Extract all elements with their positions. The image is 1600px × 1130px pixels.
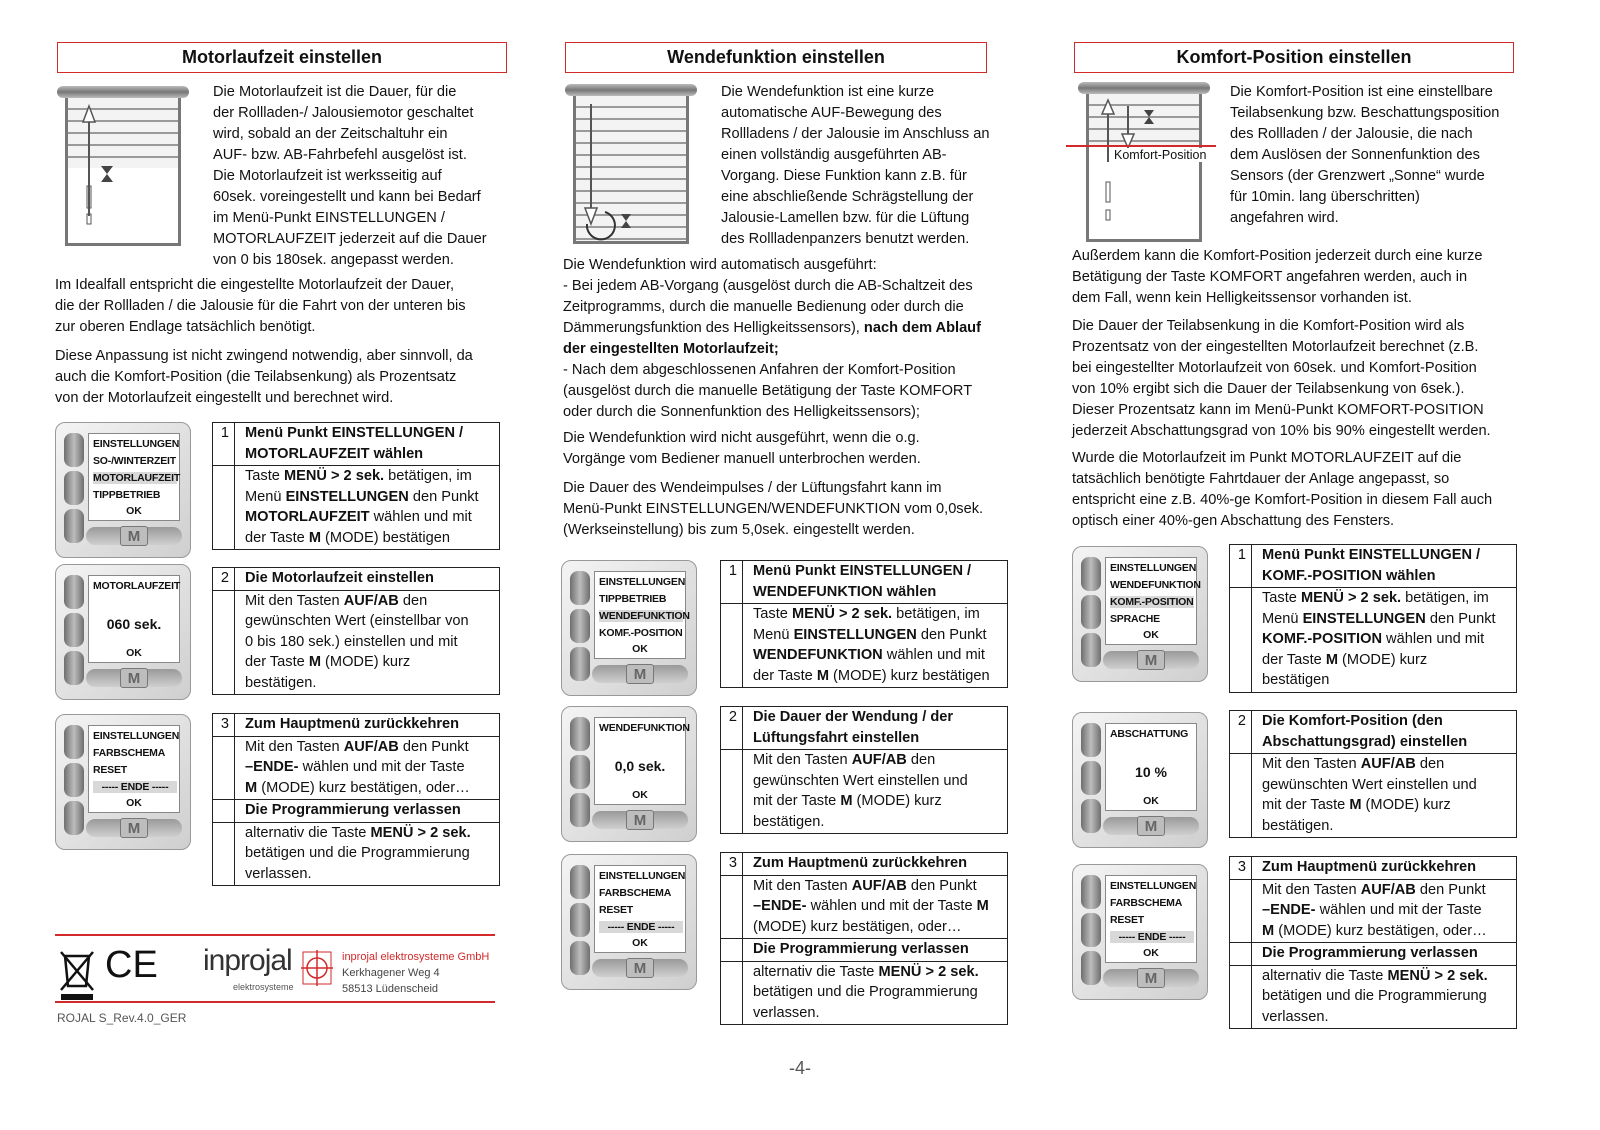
screen-ok: OK [126, 505, 142, 517]
blind-illustration [1078, 82, 1218, 246]
paragraph: Die Wendefunktion wird nicht ausgeführt, wenn die o.g. Vorgänge vom Bediener manuell unterbrochen werden. [563, 430, 921, 467]
blind-illustration [565, 84, 705, 248]
screen-line-selected: KOMF.-POSITION [1110, 596, 1194, 608]
up-arrow-icon [57, 86, 197, 250]
screen-value: 060 sek. [106, 616, 162, 632]
paragraph: Die Dauer der Teilabsenkung in die Komfort-Position wird als Prozentsatz von der eingestellten Motorlaufzeit berechnet (z.B. bei eingestellter Motorlaufzeit von 60sek. und Komfort-Position von 10% ergibt sich die Dauer der Teilabsenkung von 6sek.). Dieser Prozentsatz kann im Menü-Punkt KOMFORT-POSITION jederzeit Abschattungsgrad von 10% bis 90% eingestellt werden. [1072, 318, 1491, 439]
intro-text: Die Komfort-Position ist eine einstellbare Teilabsenkung bzw. Beschattungsposition des Rollladen / der Jalousie, die nach dem Auslösen der Sonnenfunktion des Sensors (der Grenzwert „Sonne“ wurde für 10min. lang überschritten) angefahren wird. [1230, 84, 1500, 226]
crosshair-logo-icon [300, 948, 334, 988]
step-number: 1 [213, 423, 235, 465]
paragraph: Die Wendefunktion wird automatisch ausgeführt: - Bei jedem AB-Vorgang (ausgelöst durch die AB-Schaltzeit des Zeitprogramms, durch die manuelle Bedienung oder durch die Dämmerungsfunktion des Helligkeitssensors), nach dem Ablauf der eingestellten Motorlaufzeit; - Nach dem abgeschlossenen Anfahren der Komfort-Position (ausgelöst durch die manuelle Betätigung der Taste KOMFORT oder durch die Sonnenfunktion des Helligkeitssensors); [563, 257, 981, 420]
step-1-table: 1 Menü Punkt EINSTELLUNGEN / WENDEFUNKTION wählen Taste MENÜ > 2 sek. betätigen, im Menü EINSTELLUNGEN den Punkt WENDEFUNKTION wählen und mit der Taste M (MODE) kurz bestätigen [720, 560, 1008, 688]
paragraph: Die Dauer des Wendeimpulses / der Lüftungsfahrt kann im Menü-Punkt EINSTELLUNGEN/WENDEFUNKTION vom 0,0sek. (Werkseinstellung) bis zum 5,0sek. eingestellt werden. [563, 480, 984, 538]
device-display [55, 422, 191, 558]
screen-value: 10 % [1135, 764, 1167, 780]
illustration-label: Komfort-Position [1114, 148, 1207, 162]
up-key [64, 433, 84, 467]
step-3-table: 3 Zum Hauptmenü zurückkehren Mit den Tasten AUF/AB den Punkt –ENDE- wählen und mit der Taste M (MODE) kurz bestätigen, oder… Die Programmierung verlassen alternativ die Taste MENÜ > 2 sek. betätigen und die Programmierung verlassen. [720, 852, 1008, 1025]
mode-key: M [626, 810, 654, 830]
mode-key: M [120, 668, 148, 688]
company-address: inprojal elektrosysteme GmbH Kerkhagener Weg 4 58513 Lüdenscheid [342, 951, 490, 995]
device-display: EINSTELLUNGEN FARBSCHEMA RESET ----- ENDE ----- OK M [55, 714, 191, 850]
intro-text: Die Motorlaufzeit ist die Dauer, für die der Rollladen-/ Jalousiemotor geschaltet wird, sobald an der Zeitschaltuhr ein AUF- bzw. AB-Fahrbefehl ausgelöst ist. Die Motorlaufzeit ist werksseitig auf 60sek. voreingestellt und kann bei Bedarf im Menü-Punkt EINSTELLUNGEN / MOTORLAUFZEIT jederzeit auf die Dauer von 0 bis 180sek. angepasst werden. [213, 84, 487, 268]
down-arrow-icon [565, 84, 705, 248]
blind-illustration [57, 86, 197, 250]
weee-bin-icon [57, 946, 97, 1002]
document-reference: ROJAL S_Rev.4.0_GER [57, 1011, 187, 1025]
intro-text: Die Wendefunktion ist eine kurze automatische AUF-Bewegung des Rollladens / der Jalousie im Anschluss an einen vollständig ausgeführten AB- Vorgang. Diese Funktion kann z.B. für eine abschließende Schrägstellung der Jalousie-Lamellen bzw. für die Lüftung des Rollladenpanzers benutzt werden. [721, 84, 990, 247]
section-title: Motorlaufzeit einstellen [57, 42, 507, 73]
screen-line-selected: ----- ENDE ----- [93, 781, 177, 793]
step-2-table: 2 Die Komfort-Position (den Abschattungsgrad) einstellen Mit den Tasten AUF/AB den gewünschten Wert einstellen und mit der Taste M (MODE) kurz bestätigen. [1229, 710, 1517, 838]
paragraph: Diese Anpassung ist nicht zwingend notwendig, aber sinnvoll, da auch die Komfort-Position (die Teilabsenkung) als Prozentsatz von der Motorlaufzeit eingestellt und berechnet wird. [55, 348, 473, 406]
step-3-table: 3 Zum Hauptmenü zurückkehren Mit den Tasten AUF/AB den Punkt –ENDE- wählen und mit der Taste M (MODE) kurz bestätigen, oder… Die Programmierung verlassen alternativ die Taste MENÜ > 2 sek. betätigen und die Programmierung verlassen. [212, 713, 500, 886]
screen-title: MOTORLAUFZEIT [93, 580, 181, 592]
device-display: WENDEFUNKTION 0,0 sek. OK M [561, 706, 697, 842]
column-komfort-position [1072, 0, 1532, 1130]
section-title: Komfort-Position einstellen [1074, 42, 1514, 73]
mode-key: M [626, 664, 654, 684]
down-key [64, 509, 84, 543]
device-display: EINSTELLUNGEN TIPPBETRIEB WENDEFUNKTION KOMF.-POSITION OK M [561, 560, 697, 696]
brand-sub: elektrosysteme [233, 982, 294, 992]
device-display: EINSTELLUNGEN FARBSCHEMA RESET ----- ENDE ----- OK M [1072, 864, 1208, 1000]
mode-key: M [1137, 968, 1165, 988]
step-2-table: 2 Die Motorlaufzeit einstellen Mit den Tasten AUF/AB den gewünschten Wert (einstellbar von 0 bis 180 sek.) einstellen und mit der Taste M (MODE) kurz bestätigen. [212, 567, 500, 695]
ce-mark: CE [105, 944, 158, 986]
paragraph: Außerdem kann die Komfort-Position jederzeit durch eine kurze Betätigung der Taste KOMFORT angefahren werden, auch in dem Fall, wenn kein Helligkeitssensor vorhanden ist. [1072, 248, 1483, 306]
screen-ok: OK [126, 647, 142, 659]
komfort-line [1066, 145, 1216, 147]
updown-arrow-icon [1078, 82, 1218, 246]
step-heading: Zum Hauptmenü zurückkehren [245, 716, 460, 732]
mode-key: M [120, 526, 148, 546]
step-2-table: 2 Die Dauer der Wendung / der Lüftungsfahrt einstellen Mit den Tasten AUF/AB den gewünschten Wert einstellen und mit der Taste M (MODE) kurz bestätigen. [720, 706, 1008, 834]
device-display: EINSTELLUNGEN FARBSCHEMA RESET ----- ENDE ----- OK M [561, 854, 697, 990]
screen-line: SO-/WINTERZEIT [93, 455, 176, 467]
screen-line-selected: MOTORLAUFZEIT [93, 472, 181, 484]
brand-logo: inprojal [203, 944, 292, 977]
device-display: EINSTELLUNGEN WENDEFUNKTION KOMF.-POSITION SPRACHE OK M [1072, 546, 1208, 682]
screen-line-selected: WENDEFUNKTION [599, 610, 690, 622]
section-title: Wendefunktion einstellen [565, 42, 987, 73]
step-1-table: 1 Menü Punkt EINSTELLUNGEN / MOTORLAUFZEIT wählen Taste MENÜ > 2 sek. betätigen, im Menü EINSTELLUNGEN den Punkt MOTORLAUFZEIT wählen und mit der Taste M (MODE) bestätigen [212, 422, 500, 550]
step-heading: Die Motorlaufzeit einstellen [245, 570, 434, 586]
middle-key [64, 471, 84, 505]
screen-value: 0,0 sek. [614, 758, 666, 774]
step-heading: Menü Punkt EINSTELLUNGEN / MOTORLAUFZEIT wählen [245, 425, 464, 462]
mode-key: M [1137, 650, 1165, 670]
device-display [55, 564, 191, 700]
column-wendefunktion [563, 0, 1023, 1130]
paragraph: Im Idealfall entspricht die eingestellte Motorlaufzeit der Dauer, die der Rollladen / die Jalousie für die Fahrt von der unteren bis zur oberen Endlage tatsächlich benötigt. [55, 277, 466, 335]
device-display: ABSCHATTUNG 10 % OK M [1072, 712, 1208, 848]
step-1-table: 1 Menü Punkt EINSTELLUNGEN / KOMF.-POSITION wählen Taste MENÜ > 2 sek. betätigen, im Menü EINSTELLUNGEN den Punkt KOMF.-POSITION wählen und mit der Taste M (MODE) kurz bestätigen [1229, 544, 1517, 693]
device-screen [88, 433, 180, 521]
mode-key: M [626, 958, 654, 978]
column-motorlaufzeit [55, 0, 515, 1130]
paragraph: Wurde die Motorlaufzeit im Punkt MOTORLAUFZEIT auf die tatsächlich benötigte Fahrtdauer der Anlage angepasst, so entspricht eine z.B. 40%-ge Komfort-Position in diesem Fall auch optisch einer 40%-gen Abschattung des Fensters. [1072, 450, 1493, 529]
screen-line: EINSTELLUNGEN [93, 438, 180, 450]
step-3-table: 3 Zum Hauptmenü zurückkehren Mit den Tasten AUF/AB den Punkt –ENDE- wählen und mit der Taste M (MODE) kurz bestätigen, oder… Die Programmierung verlassen alternativ die Taste MENÜ > 2 sek. betätigen und die Programmierung verlassen. [1229, 856, 1517, 1029]
screen-line: TIPPBETRIEB [93, 489, 161, 501]
mode-key: M [1137, 816, 1165, 836]
page-number: -4- [789, 1058, 811, 1078]
mode-key: M [120, 818, 148, 838]
